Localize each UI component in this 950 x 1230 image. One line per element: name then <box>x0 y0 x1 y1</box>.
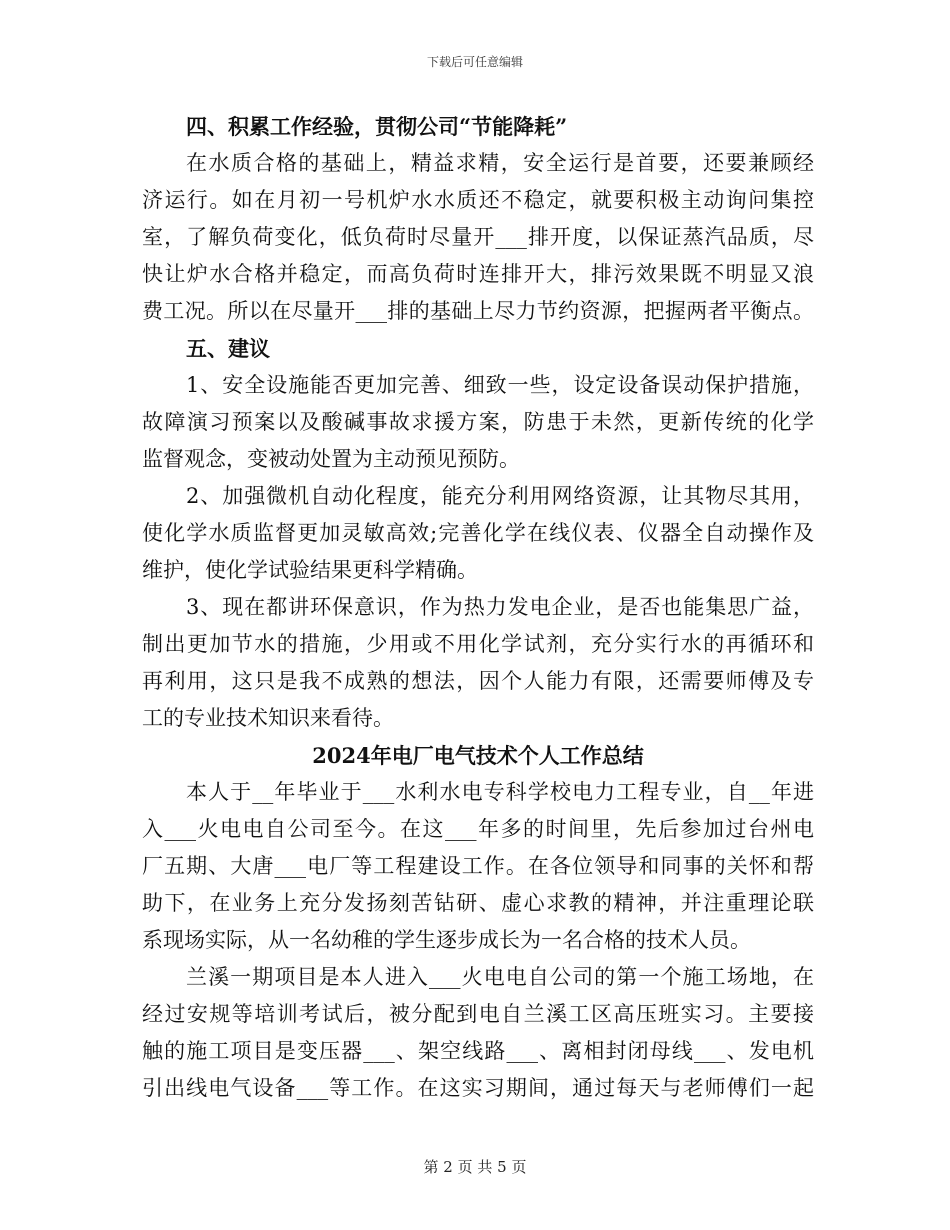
header-note: 下载后可任意编辑 <box>426 55 523 69</box>
paragraph-line: 工的专业技术知识来看待。 <box>142 706 394 730</box>
paragraph-line: 2、加强微机自动化程度，能充分利用网络资源，让其物尽其用， <box>186 484 814 508</box>
paragraph-line: 费工况。所以在尽量开___排的基础上尽力节约资源，把握两者平衡点。 <box>142 299 814 323</box>
paragraph-line: 1、安全设施能否更加完善、细致一些，设定设备误动保护措施， <box>186 373 814 397</box>
paragraph-line: 本人于__年毕业于___水利水电专科学校电力工程专业，自__年进 <box>186 780 814 804</box>
paragraph-line: 3、现在都讲环保意识，作为热力发电企业，是否也能集思广益， <box>186 595 814 619</box>
paragraph-line: 触的施工项目是变压器___、架空线路___、离相封闭母线___、发电机 <box>142 1039 814 1063</box>
paragraph-line: 引出线电气设备___等工作。在这实习期间，通过每天与老师傅们一起 <box>142 1076 814 1100</box>
paragraph-line: 厂五期、大唐___电厂等工程建设工作。在各位领导和同事的关怀和帮 <box>142 854 814 878</box>
paragraph-line: 监督观念，变被动处置为主动预见预防。 <box>142 447 520 471</box>
page-number: 第 2 页 共 5 页 <box>423 1158 527 1176</box>
paragraph-line: 系现场实际，从一名幼稚的学生逐步成长为一名合格的技术人员。 <box>142 928 751 952</box>
section-heading-4: 四、积累工作经验，贯彻公司“节能降耗” <box>186 114 568 139</box>
paragraph-line: 制出更加节水的措施，少用或不用化学试剂，充分实行水的再循环和 <box>142 632 814 656</box>
paragraph-line: 快让炉水合格并稳定，而高负荷时连排开大，排污效果既不明显又浪 <box>142 262 814 286</box>
paragraph-line: 再利用，这只是我不成熟的想法，因个人能力有限，还需要师傅及专 <box>142 669 814 693</box>
section-heading-5: 五、建议 <box>186 336 270 361</box>
paragraph-line: 助下，在业务上充分发扬刻苦钻研、虚心求教的精神，并注重理论联 <box>142 891 814 915</box>
paragraph-line: 在水质合格的基础上，精益求精，安全运行是首要，还要兼顾经 <box>186 151 814 175</box>
paragraph-line: 室，了解负荷变化，低负荷时尽量开___排开度，以保证蒸汽品质，尽 <box>142 225 814 249</box>
paragraph-line: 入___火电电自公司至今。在这___年多的时间里，先后参加过台州电 <box>142 817 814 841</box>
article-title: 2024年电厂电气技术个人工作总结 <box>312 743 644 768</box>
document-body <box>142 108 814 1107</box>
paragraph-line: 兰溪一期项目是本人进入___火电电自公司的第一个施工场地，在 <box>186 965 814 989</box>
paragraph-line: 使化学水质监督更加灵敏高效;完善化学在线仪表、仪器全自动操作及 <box>142 521 814 545</box>
paragraph-line: 维护，使化学试验结果更科学精确。 <box>142 558 478 582</box>
paragraph-line: 故障演习预案以及酸碱事故求援方案，防患于未然，更新传统的化学 <box>142 410 814 434</box>
paragraph-line: 经过安规等培训考试后，被分配到电自兰溪工区高压班实习。主要接 <box>142 1002 814 1026</box>
paragraph-line: 济运行。如在月初一号机炉水水质还不稳定，就要积极主动询问集控 <box>142 188 814 212</box>
